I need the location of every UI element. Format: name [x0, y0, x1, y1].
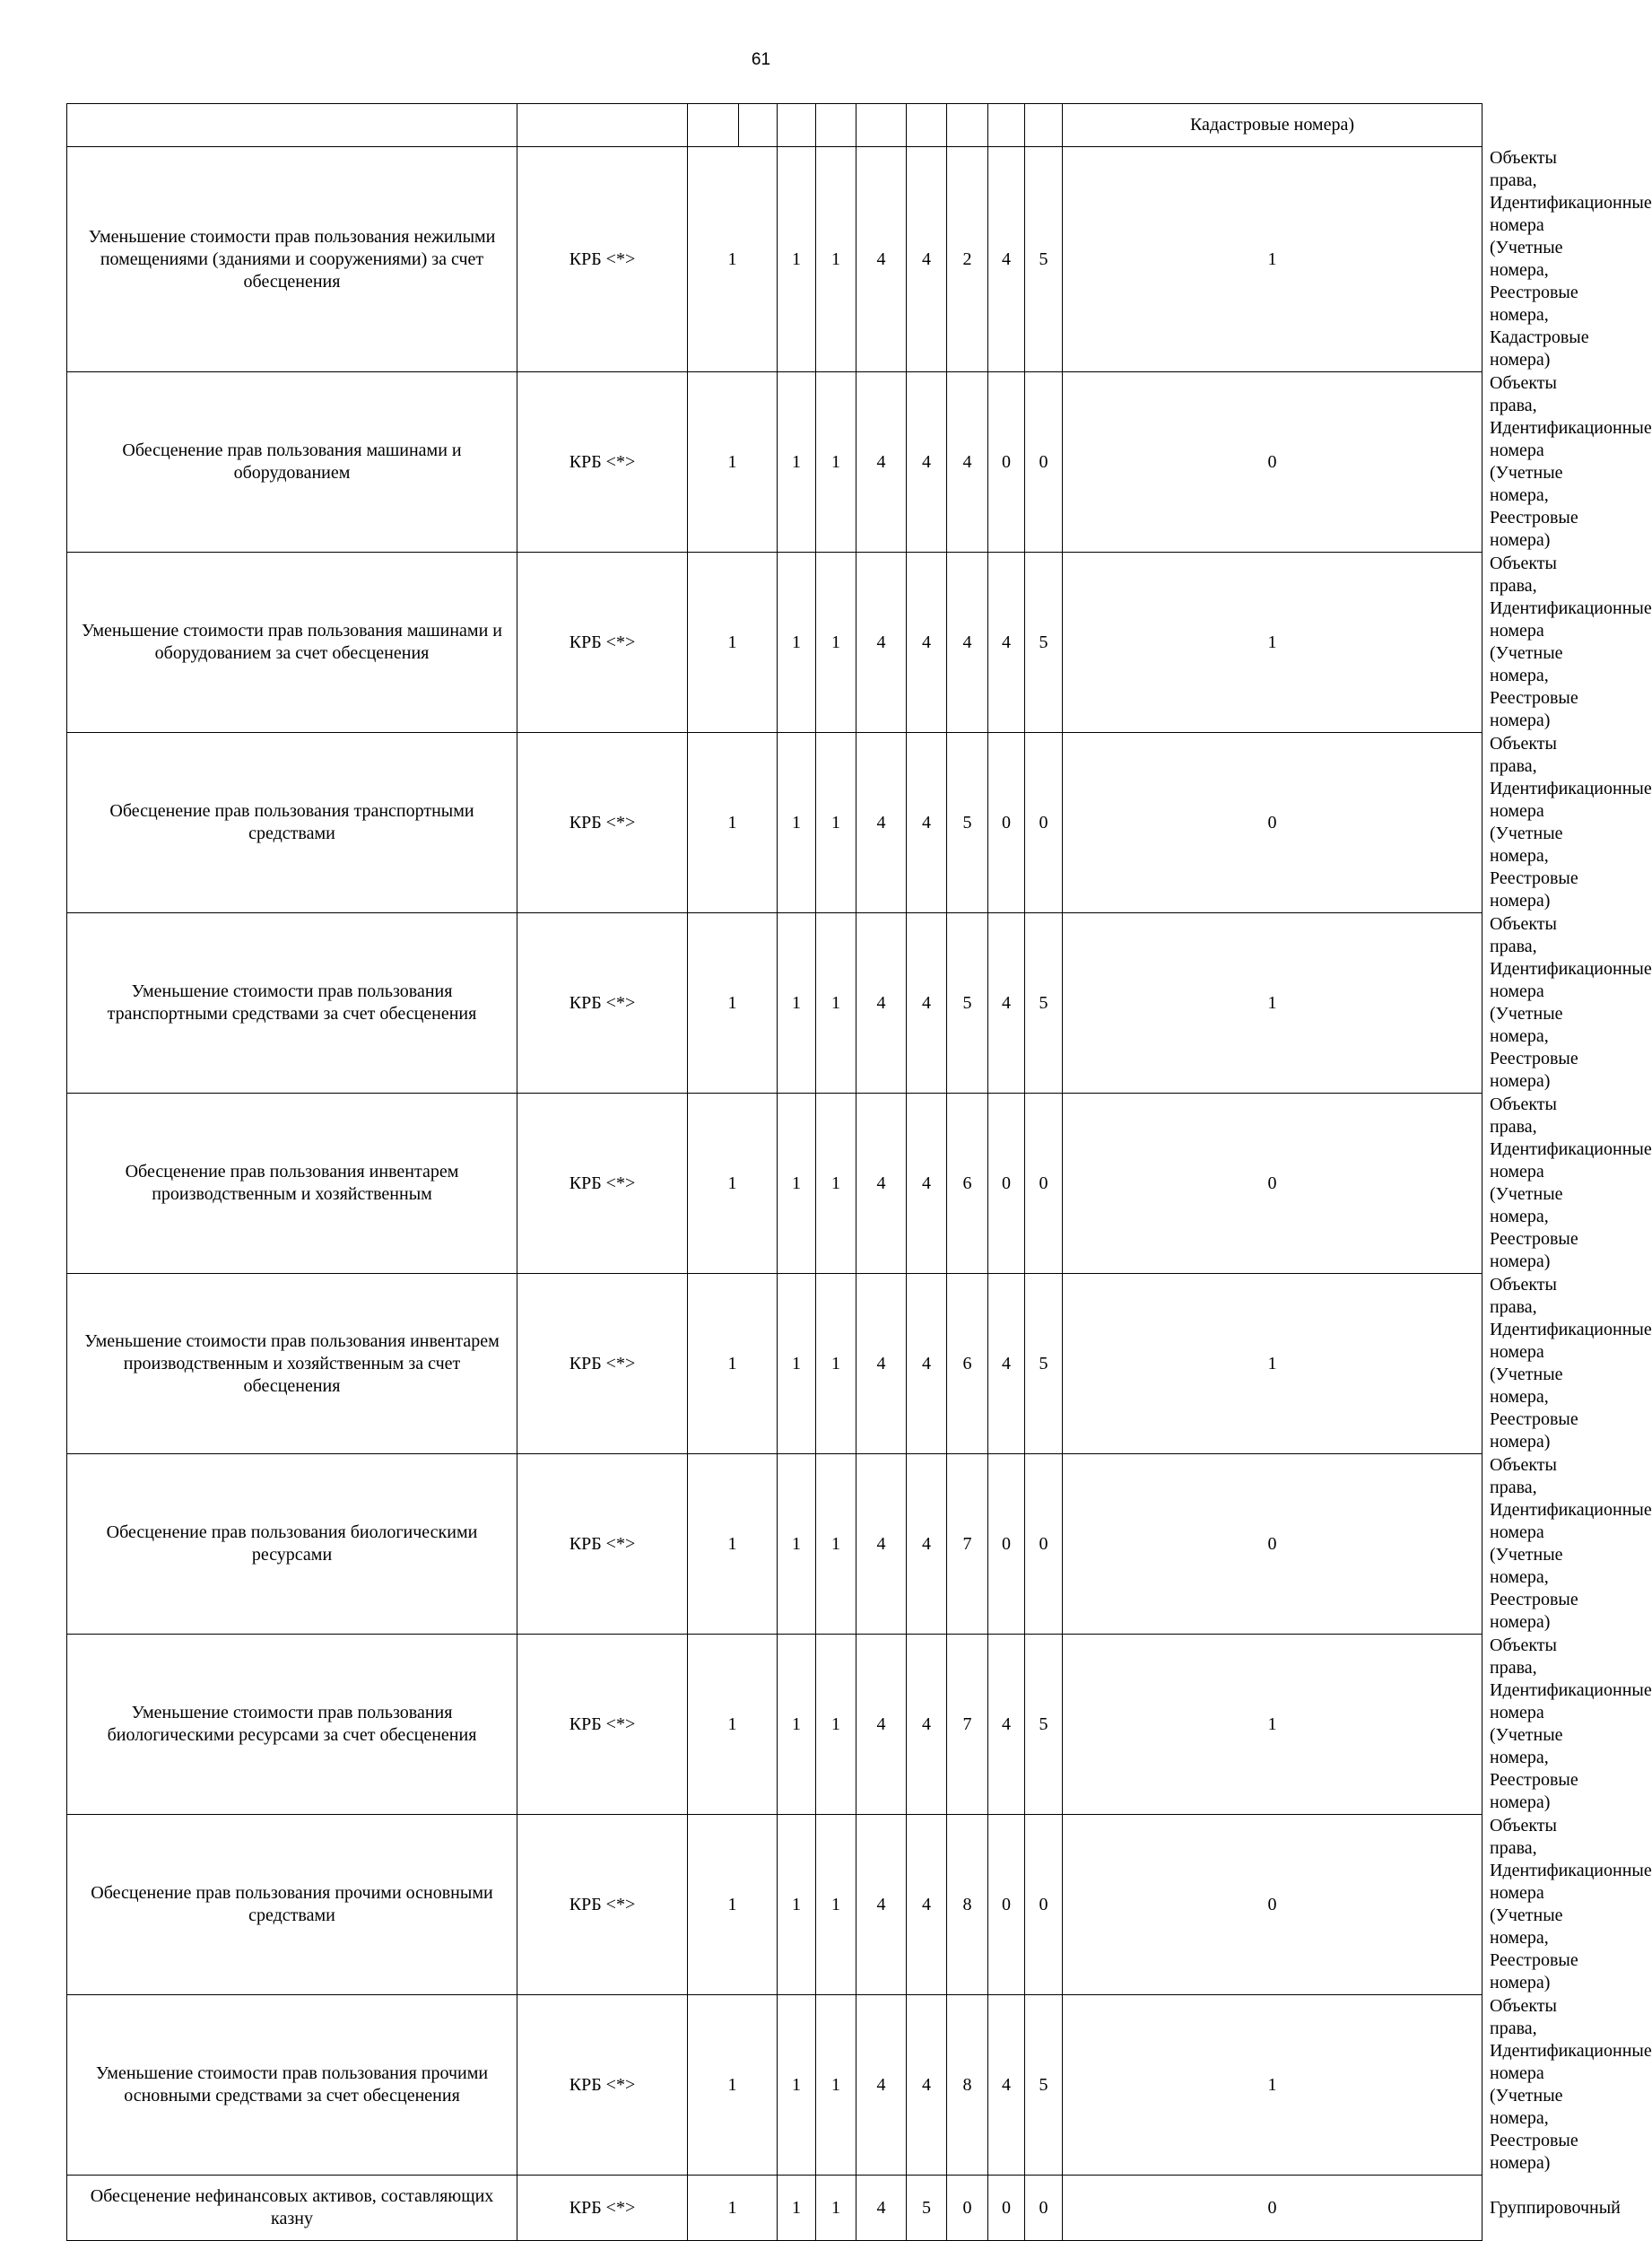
- account-name-cell: Обесценение прав пользования прочими основными средствами: [67, 1815, 517, 1995]
- account-name-cell: Обесценение прав пользования транспортными средствами: [67, 733, 517, 913]
- digit-cell: 8: [947, 1815, 988, 1995]
- digit-cell: 4: [856, 1995, 907, 2176]
- digit-cell: 1: [778, 553, 816, 733]
- table-row: Обесценение прав пользования инвентарем производственным и хозяйственным КРБ <*> 1 1 1 4 4 6 0 0 0 Объекты права, Идентификационные номера (Учетные номера, Реестровые номера): [67, 1094, 1482, 1274]
- digit-cell: 5: [947, 733, 988, 913]
- account-name-cell: Обесценение прав пользования биологическими ресурсами: [67, 1454, 517, 1635]
- digit-cell: 4: [907, 733, 947, 913]
- account-code-cell: КРБ <*>: [517, 1454, 688, 1635]
- digit-cell: 1: [816, 553, 856, 733]
- digit-cell: 6: [947, 1274, 988, 1454]
- account-name-cell: Уменьшение стоимости прав пользования инвентарем производственным и хозяйственным за счет обесценения: [67, 1274, 517, 1454]
- digit-cell: 1: [816, 1274, 856, 1454]
- account-code-cell: КРБ <*>: [517, 2176, 688, 2241]
- account-name-cell: Обесценение нефинансовых активов, составляющих казну: [67, 2176, 517, 2241]
- account-code-cell: КРБ <*>: [517, 1094, 688, 1274]
- digit-cell: 0: [1025, 372, 1063, 553]
- table-row: Обесценение прав пользования машинами и оборудованием КРБ <*> 1 1 1 4 4 4 0 0 0 Объекты права, Идентификационные номера (Учетные номера, Реестровые номера): [67, 372, 1482, 553]
- digit-cell: 4: [907, 372, 947, 553]
- digit-cell: 4: [907, 913, 947, 1094]
- account-name-cell: Уменьшение стоимости прав пользования машинами и оборудованием за счет обесценения: [67, 553, 517, 733]
- digit-cell: 5: [1025, 1995, 1063, 2176]
- digit-cell: 4: [907, 1274, 947, 1454]
- digit-cell: 1: [688, 2176, 778, 2241]
- digit-cell: 4: [907, 147, 947, 372]
- account-name-cell: Обесценение прав пользования машинами и оборудованием: [67, 372, 517, 553]
- table-row: Обесценение прав пользования прочими основными средствами КРБ <*> 1 1 1 4 4 8 0 0 0 Объекты права, Идентификационные номера (Учетные номера, Реестровые номера): [67, 1815, 1482, 1995]
- digit-cell: [988, 104, 1025, 147]
- digit-cell: 1: [778, 733, 816, 913]
- digit-cell: 4: [907, 1454, 947, 1635]
- digit-cell: 4: [988, 913, 1025, 1094]
- digit-cell: 1: [816, 1815, 856, 1995]
- digit-cell: 1: [688, 1815, 778, 1995]
- table-row: Обесценение нефинансовых активов, составляющих казну КРБ <*> 1 1 1 4 5 0 0 0 0 Группировочный: [67, 2176, 1482, 2241]
- digit-cell: 0: [988, 1094, 1025, 1274]
- digit-cell: 1: [778, 1995, 816, 2176]
- digit-cell: 1: [778, 1815, 816, 1995]
- digit-cell: 4: [856, 553, 907, 733]
- digit-cell: 1: [1063, 1635, 1482, 1815]
- digit-cell: 0: [1063, 733, 1482, 913]
- digit-cell: 0: [1063, 1094, 1482, 1274]
- digit-cell: 1: [1063, 1995, 1482, 2176]
- digit-cell: 8: [947, 1995, 988, 2176]
- digit-cell: 1: [1063, 147, 1482, 372]
- digit-cell: 1: [688, 553, 778, 733]
- account-code-cell: КРБ <*>: [517, 372, 688, 553]
- digit-cell: 4: [856, 372, 907, 553]
- digit-cell: 4: [907, 1815, 947, 1995]
- digit-cell: 4: [988, 1995, 1025, 2176]
- account-code-cell: КРБ <*>: [517, 553, 688, 733]
- digit-cell: 5: [1025, 913, 1063, 1094]
- digit-cell: 4: [988, 553, 1025, 733]
- digit-cell: 1: [816, 1635, 856, 1815]
- digit-cell: 1: [688, 1995, 778, 2176]
- account-table: [66, 103, 1652, 2241]
- digit-cell: 0: [1063, 1815, 1482, 1995]
- digit-cell: 1: [688, 372, 778, 553]
- digit-cell: 1: [778, 1274, 816, 1454]
- digit-cell: 1: [778, 1454, 816, 1635]
- digit-cell: 1: [778, 372, 816, 553]
- digit-cell: [816, 104, 856, 147]
- digit-cell: 1: [816, 733, 856, 913]
- table-row: Обесценение прав пользования транспортными средствами КРБ <*> 1 1 1 4 4 5 0 0 0 Объекты права, Идентификационные номера (Учетные номера, Реестровые номера): [67, 733, 1482, 913]
- account-code-cell: КРБ <*>: [517, 913, 688, 1094]
- account-code-cell: КРБ <*>: [517, 1635, 688, 1815]
- account-name-cell: Уменьшение стоимости прав пользования нежилыми помещениями (зданиями и сооружениями) за счет обесценения: [67, 147, 517, 372]
- digit-cell: 4: [856, 1454, 907, 1635]
- account-name-cell: [67, 104, 517, 147]
- digit-cell: 0: [1063, 372, 1482, 553]
- digit-cell: 5: [907, 2176, 947, 2241]
- digit-cell: 0: [988, 1454, 1025, 1635]
- digit-cell: 1: [816, 1094, 856, 1274]
- digit-cell: 0: [988, 2176, 1025, 2241]
- digit-cell: 4: [907, 553, 947, 733]
- digit-cell: 0: [1025, 2176, 1063, 2241]
- digit-cell: 1: [778, 913, 816, 1094]
- digit-cell: 7: [947, 1635, 988, 1815]
- digit-cell: 4: [856, 913, 907, 1094]
- digit-cell: 5: [1025, 553, 1063, 733]
- digit-cell: 0: [988, 1815, 1025, 1995]
- digit-cell: 1: [816, 2176, 856, 2241]
- account-code-cell: КРБ <*>: [517, 1274, 688, 1454]
- digit-cell: 4: [907, 1094, 947, 1274]
- account-code-cell: КРБ <*>: [517, 733, 688, 913]
- digit-cell: 5: [947, 913, 988, 1094]
- digit-cell: [907, 104, 947, 147]
- account-name-cell: Уменьшение стоимости прав пользования транспортными средствами за счет обесценения: [67, 913, 517, 1094]
- table-row: Обесценение прав пользования биологическими ресурсами КРБ <*> 1 1 1 4 4 7 0 0 0 Объекты права, Идентификационные номера (Учетные номера, Реестровые номера): [67, 1454, 1482, 1635]
- digit-cell: 4: [947, 553, 988, 733]
- digit-cell: 4: [988, 147, 1025, 372]
- account-code-cell: КРБ <*>: [517, 1815, 688, 1995]
- digit-cell: [778, 104, 816, 147]
- digit-cell: 1: [688, 1635, 778, 1815]
- digit-cell: 4: [856, 1635, 907, 1815]
- account-name-cell: Уменьшение стоимости прав пользования биологическими ресурсами за счет обесценения: [67, 1635, 517, 1815]
- digit-cell: 1: [816, 147, 856, 372]
- account-name-cell: Обесценение прав пользования инвентарем производственным и хозяйственным: [67, 1094, 517, 1274]
- digit-cell: 0: [1025, 1815, 1063, 1995]
- digit-cell: 1: [816, 913, 856, 1094]
- account-code-cell: [517, 104, 688, 147]
- digit-cell: 1: [778, 1094, 816, 1274]
- digit-cell: [947, 104, 988, 147]
- digit-cell: 0: [988, 733, 1025, 913]
- digit-cell: 5: [1025, 1635, 1063, 1815]
- digit-cell: 2: [947, 147, 988, 372]
- digit-cell: 4: [856, 733, 907, 913]
- digit-cell: 4: [988, 1274, 1025, 1454]
- digit-cell: [856, 104, 907, 147]
- account-code-cell: КРБ <*>: [517, 1995, 688, 2176]
- account-name-cell: Уменьшение стоимости прав пользования прочими основными средствами за счет обесценения: [67, 1995, 517, 2176]
- digit-cell: 1: [1063, 1274, 1482, 1454]
- digit-cell: 4: [907, 1995, 947, 2176]
- table-row: Уменьшение стоимости прав пользования инвентарем производственным и хозяйственным за счет обесценения КРБ <*> 1 1 1 4 4 6 4 5 1 Объекты права, Идентификационные номера (Учетные номера, Реестровые номера): [67, 1274, 1482, 1454]
- digit-cell: 7: [947, 1454, 988, 1635]
- digit-cell: 0: [1025, 733, 1063, 913]
- digit-cell: 5: [1025, 1274, 1063, 1454]
- digit-cell: 4: [856, 1094, 907, 1274]
- digit-cell: 1: [1063, 553, 1482, 733]
- digit-cell: 1: [816, 372, 856, 553]
- table-row: Уменьшение стоимости прав пользования биологическими ресурсами за счет обесценения КРБ <*> 1 1 1 4 4 7 4 5 1 Объекты права, Идентификационные номера (Учетные номера, Реестровые номера): [67, 1635, 1482, 1815]
- digit-cell: 6: [947, 1094, 988, 1274]
- digit-cell: 1: [688, 1274, 778, 1454]
- digit-cell: 0: [1063, 2176, 1482, 2241]
- digit-cell: 4: [988, 1635, 1025, 1815]
- page-number: 61: [751, 50, 771, 69]
- digit-cell: [1025, 104, 1063, 147]
- digit-cell: 1: [816, 1454, 856, 1635]
- digit-cell: 1: [1063, 913, 1482, 1094]
- table-row: [67, 104, 1482, 147]
- table-row: Уменьшение стоимости прав пользования транспортными средствами за счет обесценения КРБ <*> 1 1 1 4 4 5 4 5 1 Объекты права, Идентификационные номера (Учетные номера, Реестровые номера): [67, 913, 1482, 1094]
- digit-cell: 4: [856, 147, 907, 372]
- digit-cell: 0: [988, 372, 1025, 553]
- digit-cell: 1: [778, 1635, 816, 1815]
- digit-cell: 0: [1025, 1454, 1063, 1635]
- digit-cell: 0: [1025, 1094, 1063, 1274]
- account-code-cell: КРБ <*>: [517, 147, 688, 372]
- table-row: Уменьшение стоимости прав пользования машинами и оборудованием за счет обесценения КРБ <*> 1 1 1 4 4 4 4 5 1 Объекты права, Идентификационные номера (Учетные номера, Реестровые номера): [67, 553, 1482, 733]
- digit-cell: 4: [947, 372, 988, 553]
- digit-cell: 1: [778, 2176, 816, 2241]
- digit-cell: 1: [688, 1094, 778, 1274]
- digit-cell: 4: [856, 2176, 907, 2241]
- digit-cell: 1: [778, 147, 816, 372]
- digit-cell: 4: [907, 1635, 947, 1815]
- digit-cell: 1: [688, 147, 778, 372]
- digit-cell: 4: [856, 1274, 907, 1454]
- digit-cell: [739, 104, 778, 147]
- table-row: Уменьшение стоимости прав пользования нежилыми помещениями (зданиями и сооружениями) за счет обесценения КРБ <*> 1 1 1 4 4 2 4 5 1 Объекты права, Идентификационные номера (Учетные номера, Реестровые номера, Кадастровые номера): [67, 147, 1482, 372]
- table-row: Уменьшение стоимости прав пользования прочими основными средствами за счет обесценения КРБ <*> 1 1 1 4 4 8 4 5 1 Объекты права, Идентификационные номера (Учетные номера, Реестровые номера): [67, 1995, 1482, 2176]
- digit-cell: [688, 104, 739, 147]
- digit-cell: 0: [1063, 1454, 1482, 1635]
- digit-cell: 4: [856, 1815, 907, 1995]
- digit-cell: 1: [816, 1995, 856, 2176]
- digit-cell: 5: [1025, 147, 1063, 372]
- digit-cell: 1: [688, 913, 778, 1094]
- digit-cell: 1: [688, 1454, 778, 1635]
- digit-cell: 1: [688, 733, 778, 913]
- digit-cell: 0: [947, 2176, 988, 2241]
- analytics-cell: Кадастровые номера): [1063, 104, 1482, 147]
